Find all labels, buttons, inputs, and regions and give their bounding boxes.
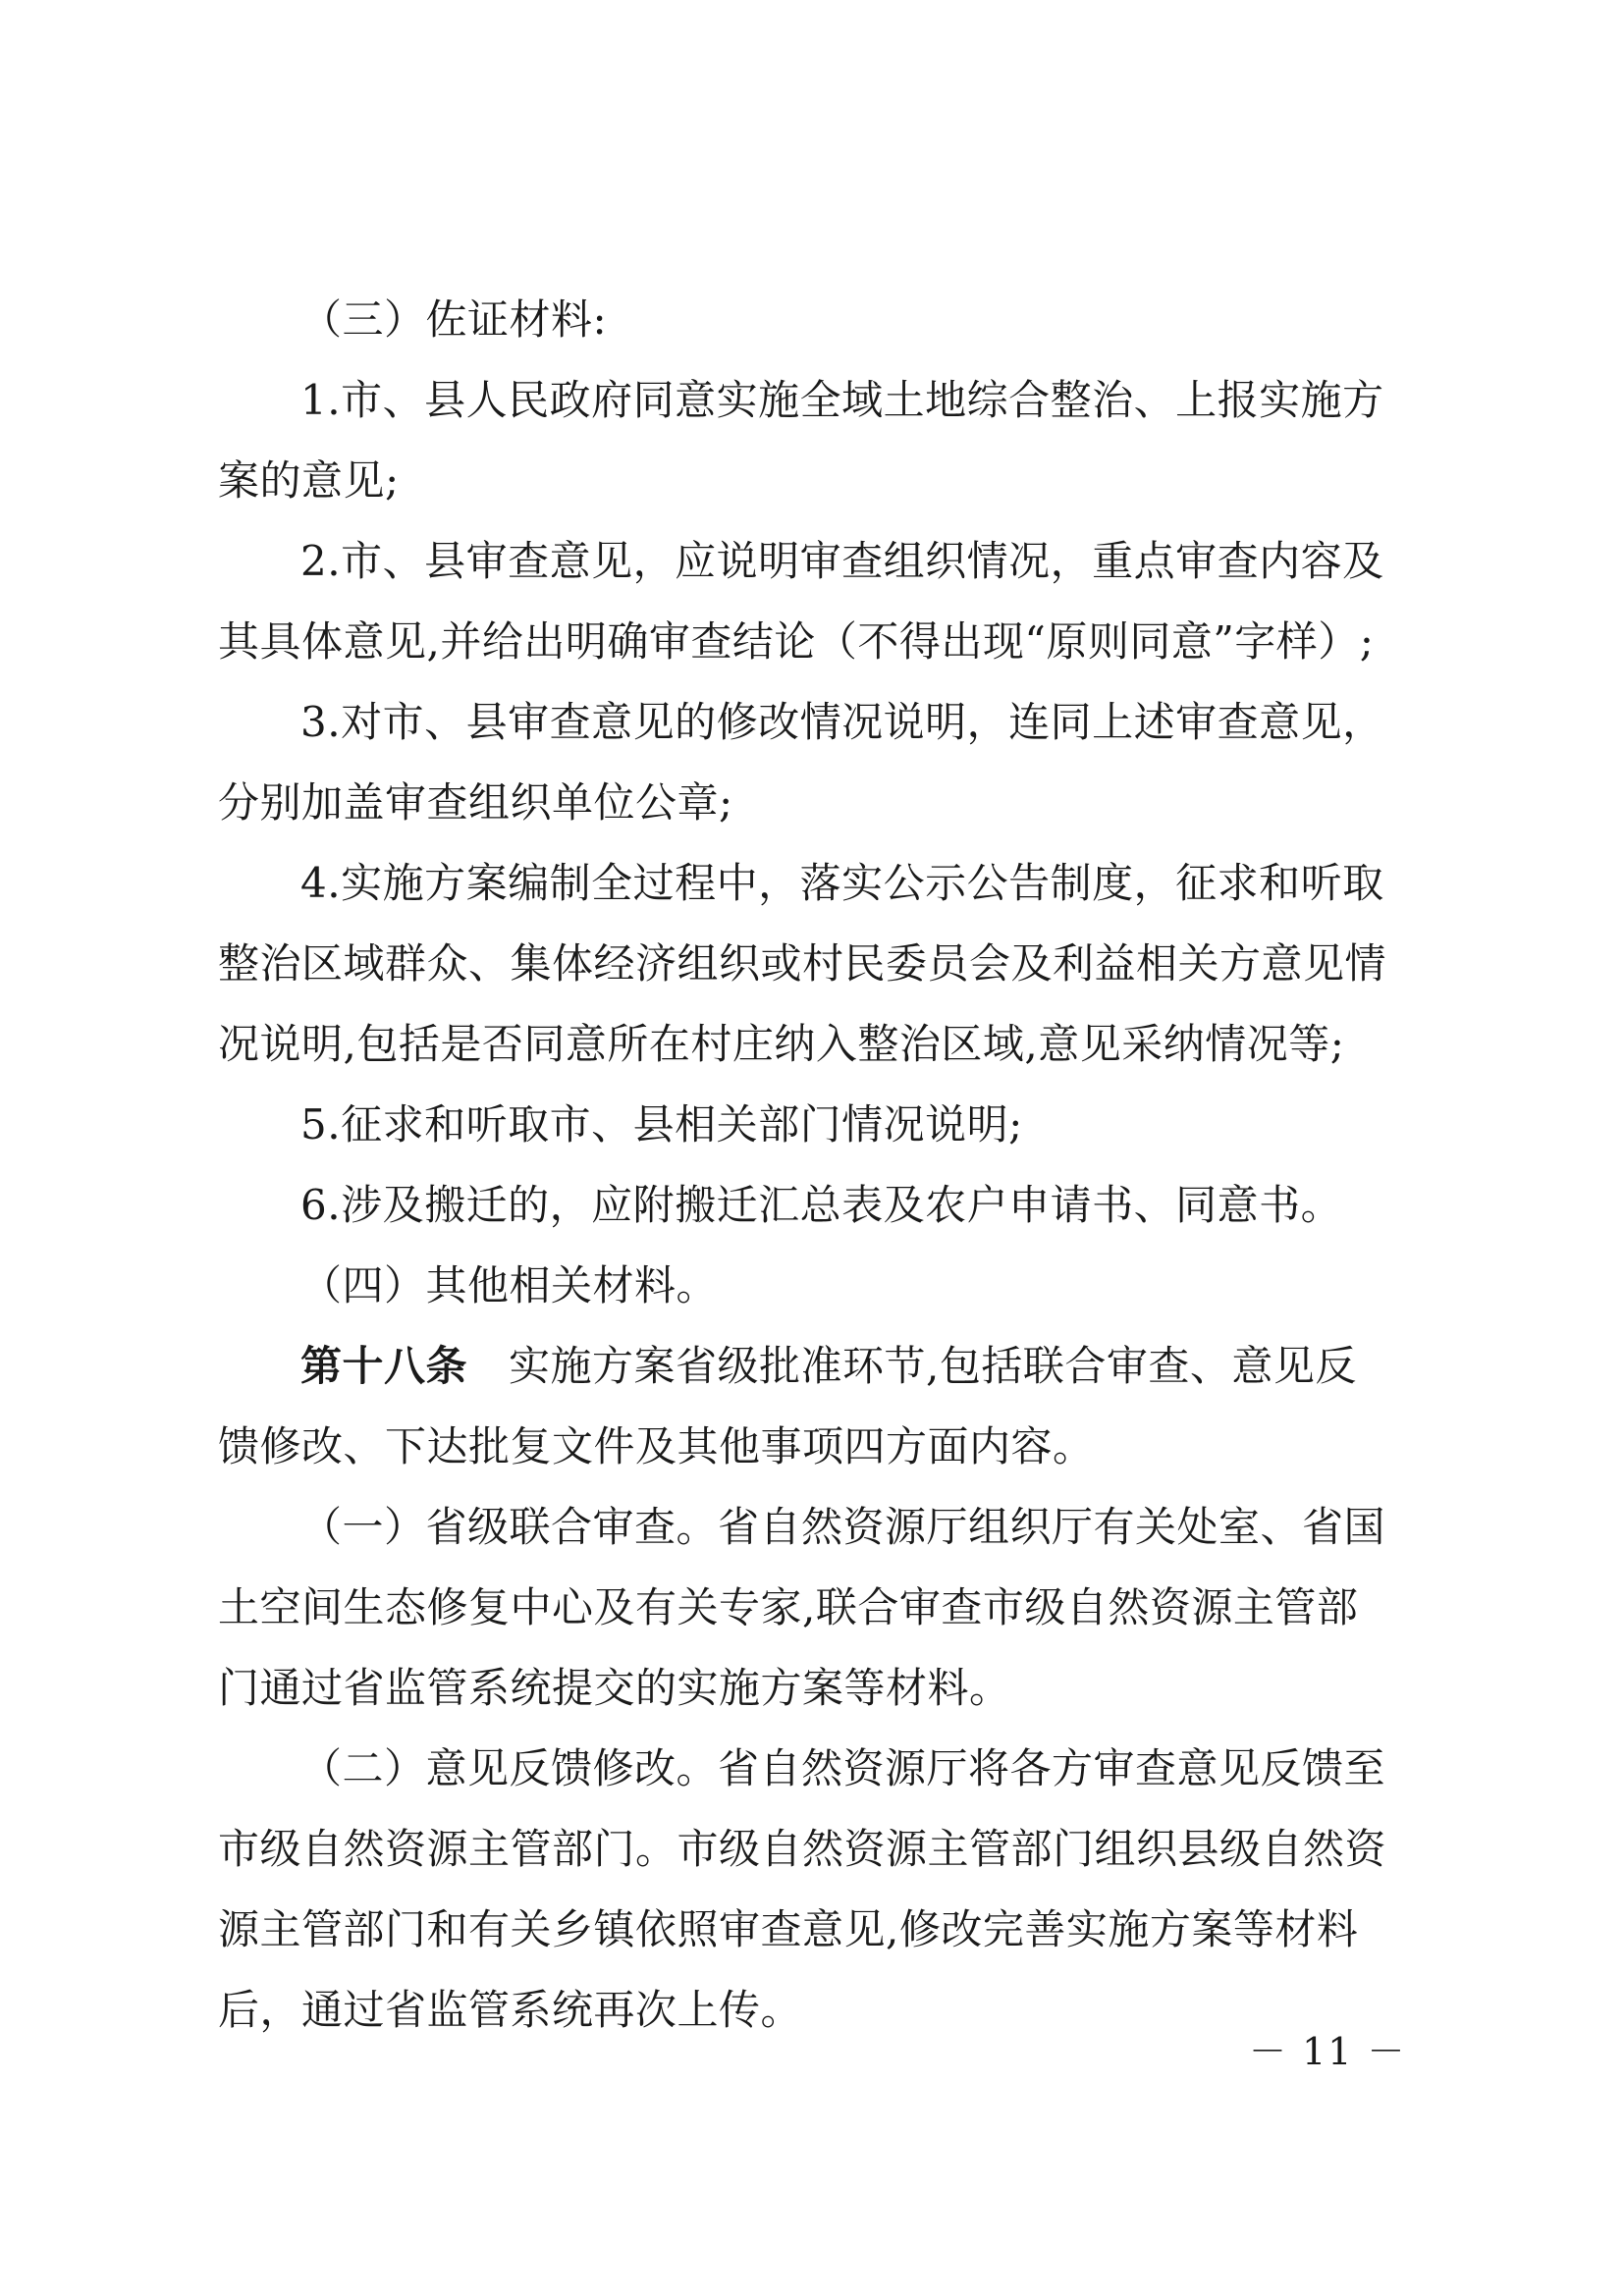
- paragraph-line: 市级自然资源主管部门。市级自然资源主管部门组织县级自然资: [218, 1825, 1387, 1873]
- paragraph-line: 后，通过省监管系统再次上传。: [218, 1986, 803, 2034]
- paragraph-line: 土空间生态修复中心及有关专家,联合审查市级自然资源主管部: [218, 1583, 1359, 1631]
- paragraph-line: 4.实施方案编制全过程中，落实公示公告制度，征求和听取: [300, 859, 1384, 907]
- paragraph-line: 3.对市、县审查意见的修改情况说明，连同上述审查意见，: [300, 698, 1384, 746]
- paragraph-line: 分别加盖审查组织单位公章;: [218, 778, 733, 827]
- section-heading-3: （三）佐证材料:: [300, 295, 608, 344]
- paragraph-line: 馈修改、下达批复文件及其他事项四方面内容。: [218, 1422, 1095, 1470]
- paragraph-line: 6.涉及搬迁的，应附搬迁汇总表及农户申请书、同意书。: [300, 1181, 1343, 1229]
- article-text: 实施方案省级批准环节,包括联合审查、意见反: [509, 1342, 1357, 1390]
- paragraph-line: 门通过省监管系统提交的实施方案等材料。: [218, 1664, 1011, 1712]
- article-18-first-line: [300, 1339, 1357, 1394]
- paragraph-line: 5.征求和听取市、县相关部门情况说明;: [300, 1100, 1023, 1148]
- paragraph-line: 源主管部门和有关乡镇依照审查意见,修改完善实施方案等材料: [218, 1905, 1359, 1953]
- page-number: － 11 －: [1249, 2030, 1407, 2073]
- paragraph-line: 1.市、县人民政府同意实施全域土地综合整治、上报实施方: [300, 376, 1384, 424]
- paragraph-line: 其具体意见,并给出明确审查结论（不得出现“原则同意”字样）;: [218, 617, 1375, 666]
- section-heading-4: （四）其他相关材料。: [300, 1261, 719, 1309]
- paragraph-line: （二）意见反馈修改。省自然资源厅将各方审查意见反馈至: [300, 1744, 1386, 1792]
- paragraph-line: 整治区域群众、集体经济组织或村民委员会及利益相关方意见情: [218, 939, 1387, 988]
- article-heading: 第十八条: [300, 1342, 468, 1390]
- paragraph-line: 2.市、县审查意见，应说明审查组织情况，重点审查内容及: [300, 537, 1384, 585]
- paragraph-line: 况说明,包括是否同意所在村庄纳入整治区域,意见采纳情况等;: [218, 1020, 1345, 1068]
- paragraph-line: 案的意见;: [218, 456, 400, 505]
- paragraph-line: （一）省级联合审查。省自然资源厅组织厅有关处室、省国: [300, 1503, 1386, 1551]
